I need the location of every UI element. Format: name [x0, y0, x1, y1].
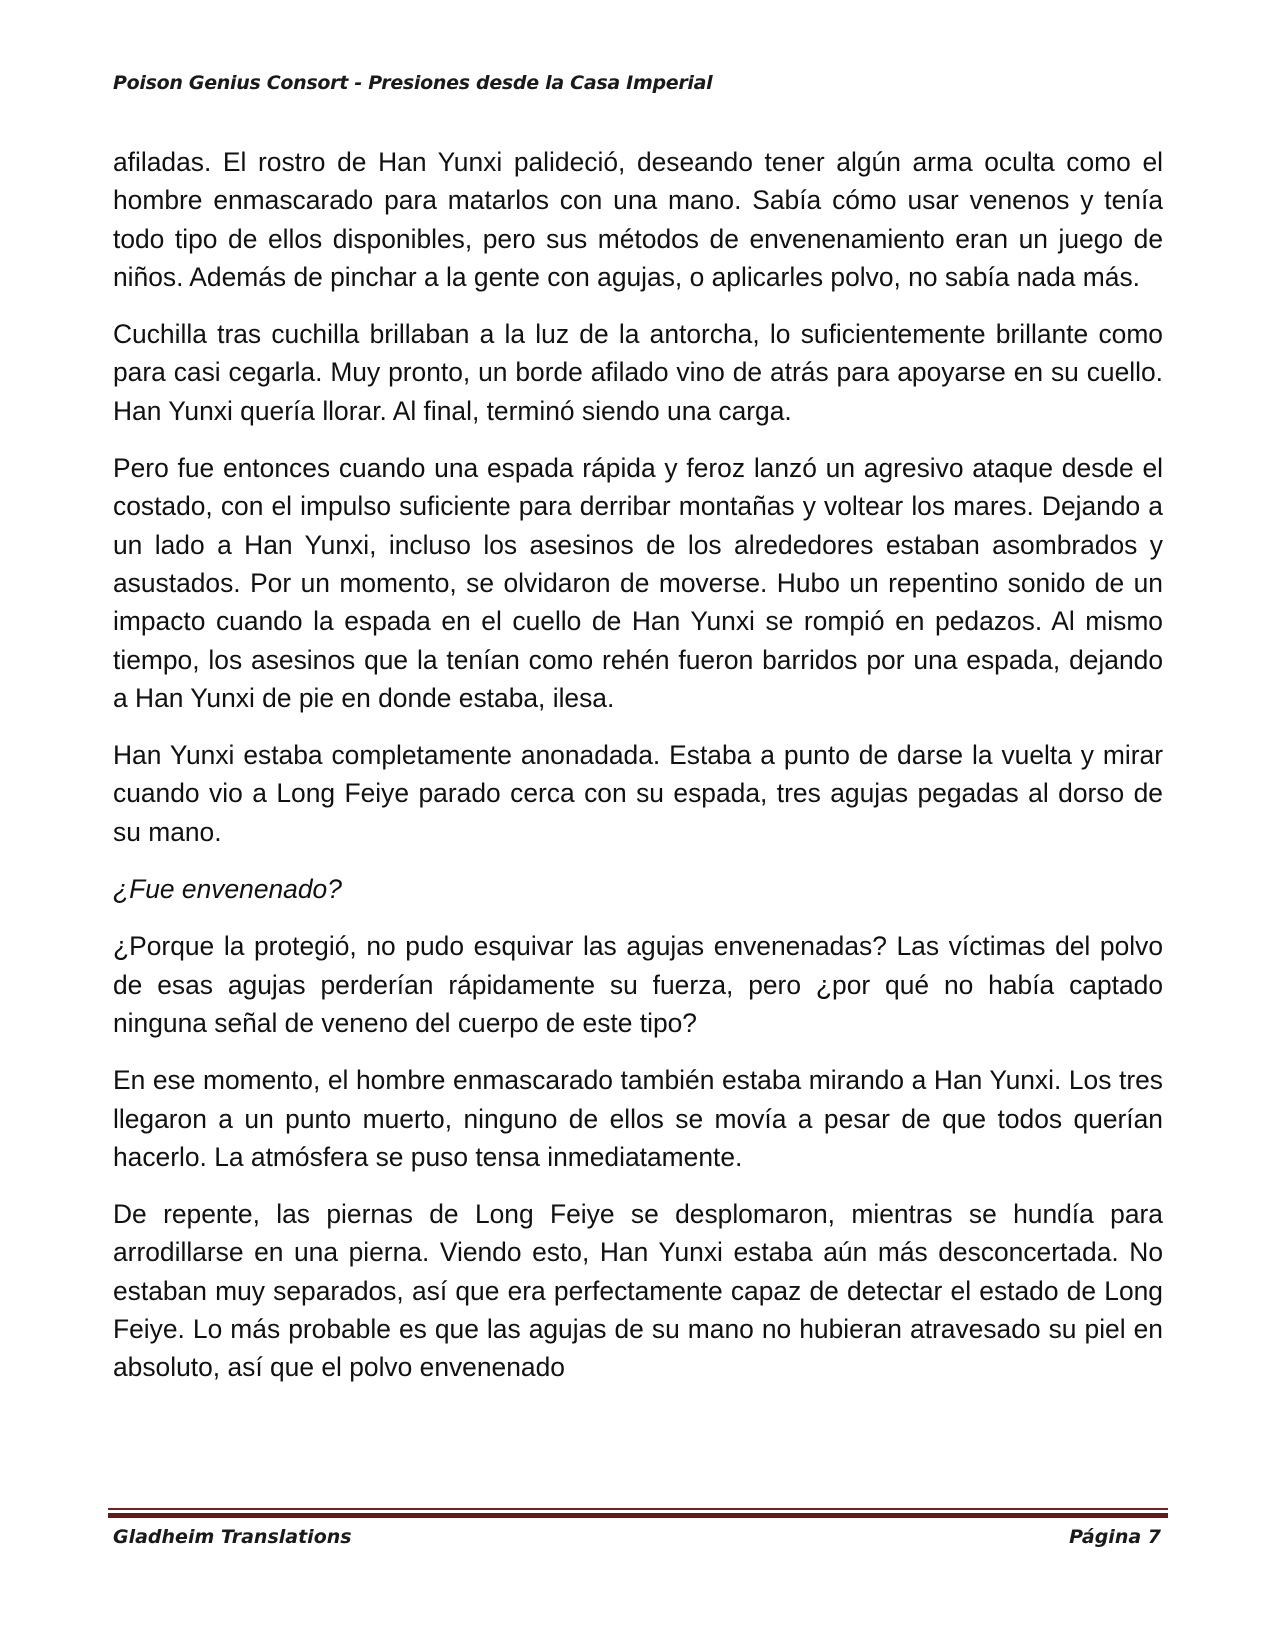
footer-publisher: Gladheim Translations: [113, 1526, 352, 1548]
paragraph: Cuchilla tras cuchilla brillaban a la luz de la antorcha, lo suficientemente brillante como para casi cegarla. Muy pronto, un borde afilado vino de atrás para apoyarse en su cuello. Han Yunxi quería llorar. Al final, terminó siendo una carga.: [113, 319, 1163, 426]
paragraph: De repente, las piernas de Long Feiye se desplomaron, mientras se hundía para arrodillarse en una pierna. Viendo esto, Han Yunxi estaba aún más desconcertada. No estaban muy separados, así que era perfectamente capaz de detectar el estado de Long Feiye. Lo más probable es que las agujas de su mano no hubieran atravesado su piel en absoluto, así que el polvo envenenado: [113, 1199, 1163, 1383]
paragraph: ¿Porque la protegió, no pudo esquivar las agujas envenenadas? Las víctimas del polvo de esas agujas perderían rápidamente su fuerza, pero ¿por qué no había captado ninguna señal de veneno del cuerpo de este tipo?: [113, 931, 1163, 1038]
paragraph: Han Yunxi estaba completamente anonadada. Estaba a punto de darse la vuelta y mirar cuando vio a Long Feiye parado cerca con su espada, tres agujas pegadas al dorso de su mano.: [113, 740, 1163, 847]
italic-thought: ¿Fue envenenado?: [113, 874, 342, 905]
page-body: [113, 143, 1163, 1406]
paragraph: Pero fue entonces cuando una espada rápida y feroz lanzó un agresivo ataque desde el costado, con el impulso suficiente para derribar montañas y voltear los mares. Dejando a un lado a Han Yunxi, incluso los asesinos de los alrededores estaban asombrados y asustados. Por un momento, se olvidaron de moverse. Hubo un repentino sonido de un impacto cuando la espada en el cuello de Han Yunxi se rompió en pedazos. Al mismo tiempo, los asesinos que la tenían como rehén fueron barridos por una espada, dejando a Han Yunxi de pie en donde estaba, ilesa.: [113, 453, 1163, 713]
footer-rule-thick: [108, 1513, 1168, 1518]
paragraph: En ese momento, el hombre enmascarado también estaba mirando a Han Yunxi. Los tres llegaron a un punto muerto, ninguno de ellos se movía a pesar de que todos querían hacerlo. La atmósfera se puso tensa inmediatamente.: [113, 1065, 1163, 1172]
paragraph: afiladas. El rostro de Han Yunxi palideció, deseando tener algún arma oculta como el hombre enmascarado para matarlos con una mano. Sabía cómo usar venenos y tenía todo tipo de ellos disponibles, pero sus métodos de envenenamiento eran un juego de niños. Además de pinchar a la gente con agujas, o aplicarles polvo, no sabía nada más.: [113, 147, 1163, 292]
running-header: Poison Genius Consort - Presiones desde la Casa Imperial: [113, 72, 713, 94]
footer-page-number: Página 7: [1069, 1526, 1161, 1548]
footer-rule-thin: [108, 1508, 1168, 1510]
